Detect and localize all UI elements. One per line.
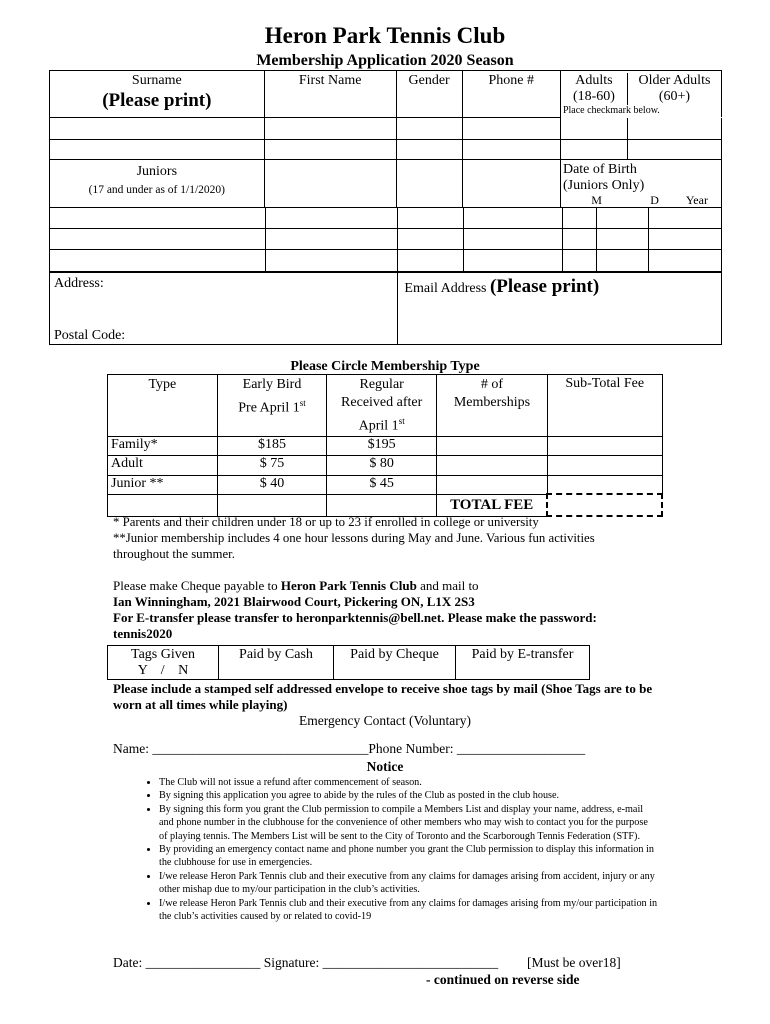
- type-header: [108, 375, 218, 437]
- adult-row: [50, 118, 722, 140]
- dob-year-cell[interactable]: [649, 208, 722, 229]
- age-requirement-note: [Must be over18]: [527, 955, 621, 970]
- early-bird-date: Pre April 1: [238, 400, 300, 416]
- blank-cell: [462, 160, 560, 208]
- num-memberships-header: [437, 375, 548, 437]
- early-bird-header: [217, 375, 327, 437]
- cheque-prefix: Please make Cheque payable to: [113, 578, 281, 593]
- junior-note: **Junior membership includes 4 one hour lessons during May and June. Various fun activities throughout the summer.: [113, 531, 595, 561]
- age-category-header: [560, 71, 721, 118]
- first-name-cell[interactable]: [265, 250, 398, 272]
- envelope-note: Please include a stamped self addressed envelope to receive shoe tags by mail (Shoe Tags are to be worn at all times while playing): [113, 681, 653, 712]
- address-cell[interactable]: [50, 273, 398, 345]
- adults-check-cell[interactable]: [560, 118, 627, 140]
- notice-item: • By signing this application you agree to abide by the rules of the Club as posted in the club house.: [159, 789, 658, 802]
- adults-check-cell[interactable]: [560, 140, 627, 160]
- early-price-junior[interactable]: $ 40: [217, 475, 327, 494]
- dob-day-label: D: [650, 193, 659, 207]
- total-row: [108, 494, 663, 516]
- email-print-label: (Please print): [489, 276, 600, 297]
- gender-header: [396, 71, 462, 118]
- blank-cell: [108, 494, 218, 516]
- emergency-heading: Emergency Contact (Voluntary): [299, 713, 471, 728]
- total-fee-cell[interactable]: [547, 494, 662, 516]
- phone-header: [462, 71, 560, 118]
- tags-yn-label: Y / N: [137, 663, 189, 678]
- email-cell[interactable]: [398, 273, 722, 345]
- notice-item: • I/we release Heron Park Tennis club and their executive from any claims for damages arising from accident, injury or any other mishap due to my/our participation in the club’s activities.: [159, 870, 658, 897]
- juniors-label: Juniors: [136, 164, 178, 179]
- regular-price-family[interactable]: $195: [327, 436, 437, 455]
- dob-day-cell[interactable]: [597, 250, 649, 272]
- club-title: Heron Park Tennis Club: [264, 23, 506, 48]
- first-name-cell[interactable]: [264, 140, 396, 160]
- regular-label: Regular: [359, 377, 404, 392]
- first-name-cell[interactable]: [265, 208, 398, 229]
- subtotal-adult[interactable]: [547, 455, 662, 475]
- gender-cell[interactable]: [398, 250, 464, 272]
- gender-cell[interactable]: [396, 140, 462, 160]
- membership-heading: Please Circle Membership Type: [290, 359, 480, 374]
- dob-year-label: Year: [685, 193, 708, 207]
- subtotal-label: Sub-Total Fee: [565, 376, 645, 391]
- adult-row: [50, 140, 722, 160]
- junior-row: [50, 250, 722, 272]
- dob-header: [560, 160, 721, 208]
- notice-item: • The Club will not issue a refund after commencement of season.: [159, 776, 658, 789]
- type-adult: Adult: [108, 455, 218, 475]
- notice-list: [113, 776, 658, 923]
- family-note: * Parents and their children under 18 or up to 23 if enrolled in college or university: [113, 515, 539, 529]
- dob-month-cell[interactable]: [563, 208, 597, 229]
- count-adult[interactable]: [437, 455, 548, 475]
- dob-month-cell[interactable]: [563, 229, 597, 250]
- notice-heading: Notice: [366, 759, 404, 774]
- continued-note: - continued on reverse side: [426, 972, 580, 987]
- address-label: Address:: [54, 276, 104, 291]
- regular-price-adult[interactable]: $ 80: [327, 455, 437, 475]
- subtotal-family[interactable]: [547, 436, 662, 455]
- paid-cheque-label: Paid by Cheque: [350, 647, 439, 662]
- dob-month-cell[interactable]: [563, 250, 597, 272]
- dob-year-cell[interactable]: [649, 229, 722, 250]
- phone-cell[interactable]: [464, 229, 563, 250]
- type-family: Family*: [108, 436, 218, 455]
- notice-item: • I/we release Heron Park Tennis club and their executive from any claims for damages arising from my/our participation in the club’s activities caused by or related to covid-19: [159, 897, 658, 924]
- blank-cell: [264, 160, 396, 208]
- early-sup: st: [299, 398, 306, 408]
- surname-label: Surname: [131, 73, 182, 88]
- older-adults-label: Older Adults: [638, 73, 711, 88]
- payment-instructions: [113, 578, 653, 642]
- phone-cell[interactable]: [462, 118, 560, 140]
- count-junior[interactable]: [437, 475, 548, 494]
- type-junior: Junior **: [108, 475, 218, 494]
- membership-row-junior: [108, 475, 663, 494]
- paid-cash-cell[interactable]: [219, 646, 334, 680]
- notes: [113, 514, 653, 562]
- adults-label: Adults: [575, 73, 613, 88]
- regular-header: [327, 375, 437, 437]
- surname-cell[interactable]: [50, 118, 265, 140]
- blank-cell: [217, 494, 327, 516]
- checkmark-note: Place checkmark below.: [562, 105, 660, 116]
- older-check-cell[interactable]: [627, 118, 721, 140]
- paid-etransfer-label: Paid by E-transfer: [471, 647, 574, 662]
- junior-row: [50, 208, 722, 229]
- dob-day-cell[interactable]: [597, 208, 649, 229]
- gender-cell[interactable]: [396, 118, 462, 140]
- first-name-cell[interactable]: [264, 118, 396, 140]
- notice-item: • By providing an emergency contact name and phone number you grant the Club permission to display this information in the clubhouse for use in emergencies.: [159, 843, 658, 870]
- gender-cell[interactable]: [398, 208, 464, 229]
- first-name-header: [264, 71, 396, 118]
- form-subtitle: Membership Application 2020 Season: [256, 52, 514, 69]
- subtotal-junior[interactable]: [547, 475, 662, 494]
- cheque-payee: Heron Park Tennis Club: [280, 578, 417, 593]
- etransfer-instructions: For E-transfer please transfer to heronparktennis@bell.net. Please make the password: tennis2020: [113, 610, 597, 641]
- phone-cell[interactable]: [464, 250, 563, 272]
- email-label: Email Address: [404, 281, 487, 296]
- dob-label: Date of Birth: [562, 162, 637, 177]
- address-table: [49, 272, 722, 345]
- total-fee-label: TOTAL FEE: [437, 494, 548, 516]
- phone-cell[interactable]: [464, 208, 563, 229]
- surname-header: [50, 71, 265, 118]
- dob-month-label: M: [591, 193, 602, 207]
- postal-code-label: Postal Code:: [54, 328, 126, 343]
- gender-label: Gender: [408, 73, 450, 88]
- older-age-label: (60+): [658, 89, 691, 104]
- count-family[interactable]: [437, 436, 548, 455]
- membership-row-family: [108, 436, 663, 455]
- office-use-table: [107, 645, 590, 680]
- dob-year-cell[interactable]: [649, 250, 722, 272]
- first-name-cell[interactable]: [265, 229, 398, 250]
- member-table: [49, 70, 722, 208]
- juniors-note: (17 and under as of 1/1/2020): [88, 184, 225, 196]
- surname-cell[interactable]: [50, 208, 266, 229]
- memberships-label: Memberships: [453, 395, 531, 410]
- early-price-adult[interactable]: $ 75: [217, 455, 327, 475]
- tags-given-cell[interactable]: [108, 646, 219, 680]
- blank-cell: [327, 494, 437, 516]
- first-name-label: First Name: [298, 73, 362, 88]
- notice-item: • By signing this form you grant the Club permission to compile a Members List and display your name, address, e-mail and phone number in the clubhouse for the convenience of other members who may wish to contact you for the purpose of playing tennis. The Members List will be sent to the City of Toronto and the Scarborough Tennis Federation (STF).: [159, 803, 658, 843]
- surname-cell[interactable]: [50, 250, 266, 272]
- phone-cell[interactable]: [462, 140, 560, 160]
- surname-cell[interactable]: [50, 229, 266, 250]
- emergency-contact-line[interactable]: Name: ________________________________Phone Number: ___________________: [113, 741, 586, 756]
- older-check-cell[interactable]: [627, 140, 721, 160]
- membership-row-adult: [108, 455, 663, 475]
- phone-label: Phone #: [488, 73, 534, 88]
- surname-cell[interactable]: [50, 140, 265, 160]
- tags-given-label: Tags Given: [131, 647, 195, 662]
- paid-cash-label: Paid by Cash: [239, 647, 313, 662]
- please-print-label: (Please print): [102, 90, 212, 111]
- dob-note: (Juniors Only): [562, 178, 645, 193]
- junior-row: [50, 229, 722, 250]
- mailing-address: Ian Winningham, 2021 Blairwood Court, Pickering ON, L1X 2S3: [113, 594, 475, 609]
- regular-sup: st: [398, 416, 405, 426]
- type-label: Type: [148, 377, 177, 392]
- cheque-suffix: and mail to: [416, 578, 479, 593]
- juniors-header: [50, 160, 265, 208]
- early-bird-label: Early Bird: [242, 377, 302, 392]
- junior-table: [49, 207, 722, 272]
- regular-received-label: Received after: [341, 395, 423, 410]
- subtotal-header: [547, 375, 662, 437]
- gender-cell[interactable]: [398, 229, 464, 250]
- dob-day-cell[interactable]: [597, 229, 649, 250]
- regular-price-junior[interactable]: $ 45: [327, 475, 437, 494]
- early-price-family[interactable]: $185: [217, 436, 327, 455]
- membership-table: [107, 374, 663, 517]
- blank-cell: [396, 160, 462, 208]
- paid-etransfer-cell[interactable]: [456, 646, 590, 680]
- paid-cheque-cell[interactable]: [334, 646, 456, 680]
- regular-date: April 1: [358, 418, 399, 434]
- num-label: # of: [480, 377, 504, 392]
- signature-line[interactable]: Date: _________________ Signature: __________________________: [113, 955, 499, 970]
- adults-age-label: (18-60): [572, 89, 615, 104]
